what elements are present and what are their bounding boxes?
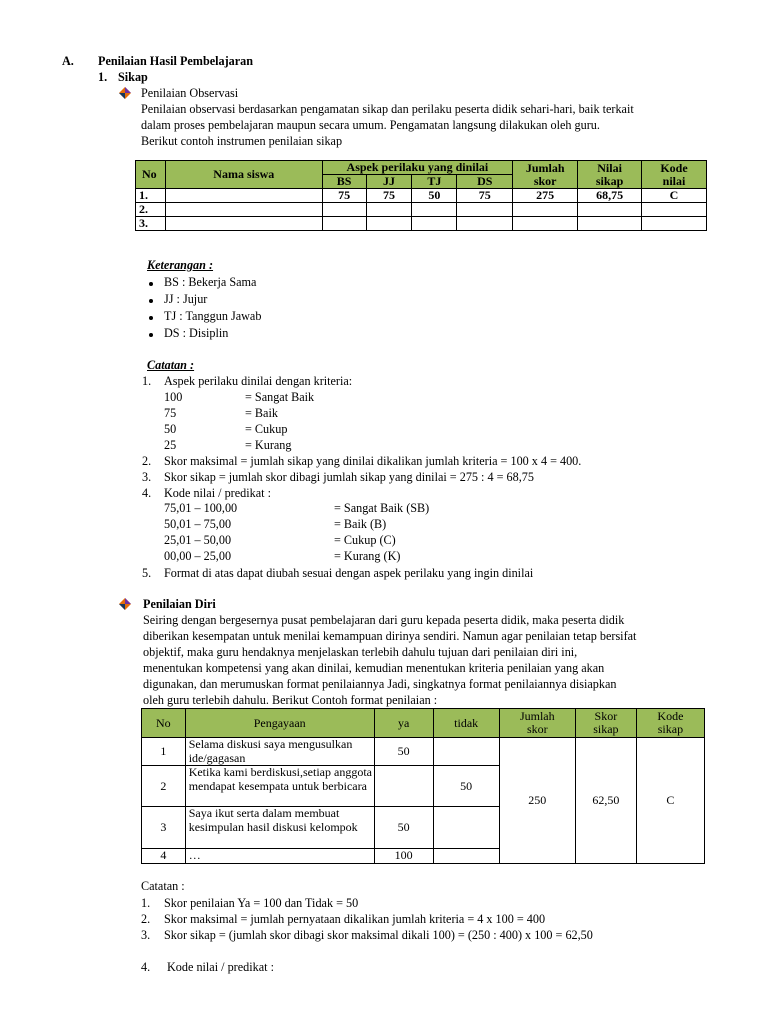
list-number: 1. bbox=[141, 896, 151, 910]
header-ds: DS bbox=[457, 175, 513, 189]
row-ya: 100 bbox=[374, 849, 433, 864]
section-letter: A. bbox=[62, 54, 74, 68]
diri-para-line: objektif, maka guru hendaknya menjelaskan terlebih dahulu tujuan dari penilaian diri ini, bbox=[143, 645, 578, 659]
diri-para-line: menentukan kompetensi yang akan dinilai, kemudian menentukan kriteria penilaian yang akan bbox=[143, 661, 605, 675]
header-bs: BS bbox=[322, 175, 366, 189]
row-ds: 75 bbox=[457, 189, 513, 203]
subsection-number: 1. bbox=[98, 70, 108, 84]
row-no: 1 bbox=[142, 738, 186, 766]
row-ds bbox=[457, 217, 513, 231]
header-no: No bbox=[142, 709, 186, 738]
predikat-range: 50,01 – 75,00 bbox=[164, 517, 232, 531]
row-kode bbox=[642, 203, 707, 217]
row-nama bbox=[165, 217, 322, 231]
predikat-desc: = Cukup (C) bbox=[334, 533, 396, 547]
diri-para-line: diberikan kesempatan untuk menilai kemampuan dirinya sendiri. Namun agar penilaian tetap bersifat bbox=[143, 629, 637, 643]
header-kode-sikap: Kode sikap bbox=[636, 709, 704, 738]
row-jj bbox=[366, 203, 412, 217]
diamond-bullet-icon bbox=[119, 598, 131, 610]
row-tidak: 50 bbox=[433, 766, 499, 807]
bullet-icon bbox=[149, 299, 153, 303]
predikat-range: 75,01 – 100,00 bbox=[164, 501, 238, 515]
row-statement: Selama diskusi saya mengusulkan ide/gagasan bbox=[185, 738, 374, 766]
penilaian-diri-table bbox=[141, 708, 705, 864]
row-bs bbox=[322, 217, 366, 231]
kriteria-desc: = Kurang bbox=[245, 438, 292, 452]
catatan-item: Format di atas dapat diubah sesuai dengan aspek perilaku yang ingin dinilai bbox=[164, 566, 534, 580]
catatan-item: Skor maksimal = jumlah sikap yang dinilai dikalikan jumlah kriteria = 100 x 4 = 400. bbox=[164, 454, 582, 468]
row-no: 2. bbox=[136, 203, 166, 217]
row-kode: C bbox=[642, 189, 707, 203]
row-no: 3. bbox=[136, 217, 166, 231]
table-row bbox=[136, 203, 707, 217]
kriteria-desc: = Baik bbox=[245, 406, 278, 420]
table-row bbox=[136, 189, 707, 203]
header-tidak: tidak bbox=[433, 709, 499, 738]
diri-heading: Penilaian Diri bbox=[143, 597, 216, 611]
list-number: 3. bbox=[141, 928, 151, 942]
row-tj: 50 bbox=[412, 189, 457, 203]
subsection-title: Sikap bbox=[118, 70, 148, 84]
header-pengayaan: Pengayaan bbox=[185, 709, 374, 738]
header-tj: TJ bbox=[412, 175, 457, 189]
row-bs: 75 bbox=[322, 189, 366, 203]
header-kode-nilai: Kode nilai bbox=[642, 161, 707, 189]
header-jumlah-skor: Jumlah skor bbox=[513, 161, 578, 189]
table-row bbox=[136, 217, 707, 231]
bullet-icon bbox=[149, 282, 153, 286]
predikat-range: 00,00 – 25,00 bbox=[164, 549, 232, 563]
kriteria-value: 100 bbox=[164, 390, 183, 404]
catatan-item: Skor maksimal = jumlah pernyataan dikalikan jumlah kriteria = 4 x 100 = 400 bbox=[164, 912, 546, 926]
header-ya: ya bbox=[374, 709, 433, 738]
kode-sikap-value: C bbox=[636, 738, 704, 864]
row-tidak bbox=[433, 738, 499, 766]
catatan-item: Skor sikap = jumlah skor dibagi jumlah sikap yang dinilai = 275 : 4 = 68,75 bbox=[164, 470, 534, 484]
kriteria-desc: = Sangat Baik bbox=[245, 390, 315, 404]
predikat-desc: = Kurang (K) bbox=[334, 549, 401, 563]
table-row bbox=[142, 738, 705, 766]
kriteria-desc: = Cukup bbox=[245, 422, 288, 436]
predikat-desc: = Baik (B) bbox=[334, 517, 387, 531]
row-jj bbox=[366, 217, 412, 231]
row-nama bbox=[165, 189, 322, 203]
diri-para-line: Seiring dengan bergesernya pusat pembelajaran dari guru kepada peserta didik, maka peserta didik bbox=[143, 613, 625, 627]
row-tj bbox=[412, 203, 457, 217]
kriteria-value: 75 bbox=[164, 406, 177, 420]
header-nilai-sikap: Nilai sikap bbox=[578, 161, 642, 189]
row-tidak bbox=[433, 849, 499, 864]
diamond-bullet-icon bbox=[119, 87, 131, 99]
kriteria-value: 25 bbox=[164, 438, 177, 452]
row-tidak bbox=[433, 807, 499, 849]
catatan-item: Skor sikap = (jumlah skor dibagi skor maksimal dikali 100) = (250 : 400) x 100 = 62,50 bbox=[164, 928, 593, 942]
header-aspek: Aspek perilaku yang dinilai bbox=[322, 161, 513, 175]
row-statement: Saya ikut serta dalam membuat kesimpulan hasil diskusi kelompok bbox=[185, 807, 374, 849]
catatan-title: Catatan : bbox=[141, 879, 185, 893]
list-number: 1. bbox=[142, 374, 152, 388]
bullet-icon bbox=[149, 316, 153, 320]
observasi-para-line: Penilaian observasi berdasarkan pengamatan sikap dan perilaku peserta didik sehari-hari, baik terkait bbox=[141, 102, 634, 116]
row-nama bbox=[165, 203, 322, 217]
keterangan-item: DS : Disiplin bbox=[164, 326, 229, 340]
list-number: 5. bbox=[142, 566, 152, 580]
list-number: 4. bbox=[141, 960, 151, 974]
row-ya bbox=[374, 766, 433, 807]
observasi-para-line: Berikut contoh instrumen penilaian sikap bbox=[141, 134, 343, 148]
header-skor-sikap: Skor sikap bbox=[575, 709, 636, 738]
diri-para-line: oleh guru terlebih dahulu. Berikut Contoh format penilaian : bbox=[143, 693, 438, 707]
row-ya: 50 bbox=[374, 738, 433, 766]
header-nama-siswa: Nama siswa bbox=[165, 161, 322, 189]
row-ds bbox=[457, 203, 513, 217]
sikap-observation-table bbox=[135, 160, 707, 231]
list-number: 4. bbox=[142, 486, 152, 500]
section-title: Penilaian Hasil Pembelajaran bbox=[98, 54, 254, 68]
row-kode bbox=[642, 217, 707, 231]
catatan-title: Catatan : bbox=[147, 358, 195, 372]
header-jumlah-skor: Jumlah skor bbox=[499, 709, 575, 738]
jumlah-skor-value: 250 bbox=[499, 738, 575, 864]
row-nilai bbox=[578, 203, 642, 217]
row-nilai: 68,75 bbox=[578, 189, 642, 203]
header-jj: JJ bbox=[366, 175, 412, 189]
list-number: 3. bbox=[142, 470, 152, 484]
row-nilai bbox=[578, 217, 642, 231]
predikat-desc: = Sangat Baik (SB) bbox=[334, 501, 430, 515]
keterangan-item: JJ : Jujur bbox=[164, 292, 208, 306]
catatan-item: Kode nilai / predikat : bbox=[164, 486, 271, 500]
observasi-heading: Penilaian Observasi bbox=[141, 86, 239, 100]
list-number: 2. bbox=[141, 912, 151, 926]
row-bs bbox=[322, 203, 366, 217]
keterangan-item: BS : Bekerja Sama bbox=[164, 275, 257, 289]
observasi-para-line: dalam proses pembelajaran maupun secara umum. Pengamatan langsung dilakukan oleh guru. bbox=[141, 118, 600, 132]
row-ya: 50 bbox=[374, 807, 433, 849]
row-jumlah: 275 bbox=[513, 189, 578, 203]
skor-sikap-value: 62,50 bbox=[575, 738, 636, 864]
diri-para-line: digunakan, dan merumuskan format penilaiannya Jadi, singkatnya format penilaiannya disiapkan bbox=[143, 677, 617, 691]
header-no: No bbox=[136, 161, 166, 189]
row-jumlah bbox=[513, 203, 578, 217]
predikat-range: 25,01 – 50,00 bbox=[164, 533, 232, 547]
row-no: 3 bbox=[142, 807, 186, 849]
kriteria-value: 50 bbox=[164, 422, 177, 436]
keterangan-item: TJ : Tanggun Jawab bbox=[164, 309, 262, 323]
bullet-icon bbox=[149, 333, 153, 337]
row-no: 2 bbox=[142, 766, 186, 807]
keterangan-title: Keterangan : bbox=[147, 258, 214, 272]
row-no: 1. bbox=[136, 189, 166, 203]
row-tj bbox=[412, 217, 457, 231]
catatan-item: Kode nilai / predikat : bbox=[167, 960, 274, 974]
catatan-item: Aspek perilaku dinilai dengan kriteria: bbox=[164, 374, 353, 388]
row-statement: Ketika kami berdiskusi,setiap anggota mendapat kesempata untuk berbicara bbox=[185, 766, 374, 807]
row-jj: 75 bbox=[366, 189, 412, 203]
row-statement: … bbox=[185, 849, 374, 864]
row-jumlah bbox=[513, 217, 578, 231]
catatan-item: Skor penilaian Ya = 100 dan Tidak = 50 bbox=[164, 896, 359, 910]
list-number: 2. bbox=[142, 454, 152, 468]
row-no: 4 bbox=[142, 849, 186, 864]
